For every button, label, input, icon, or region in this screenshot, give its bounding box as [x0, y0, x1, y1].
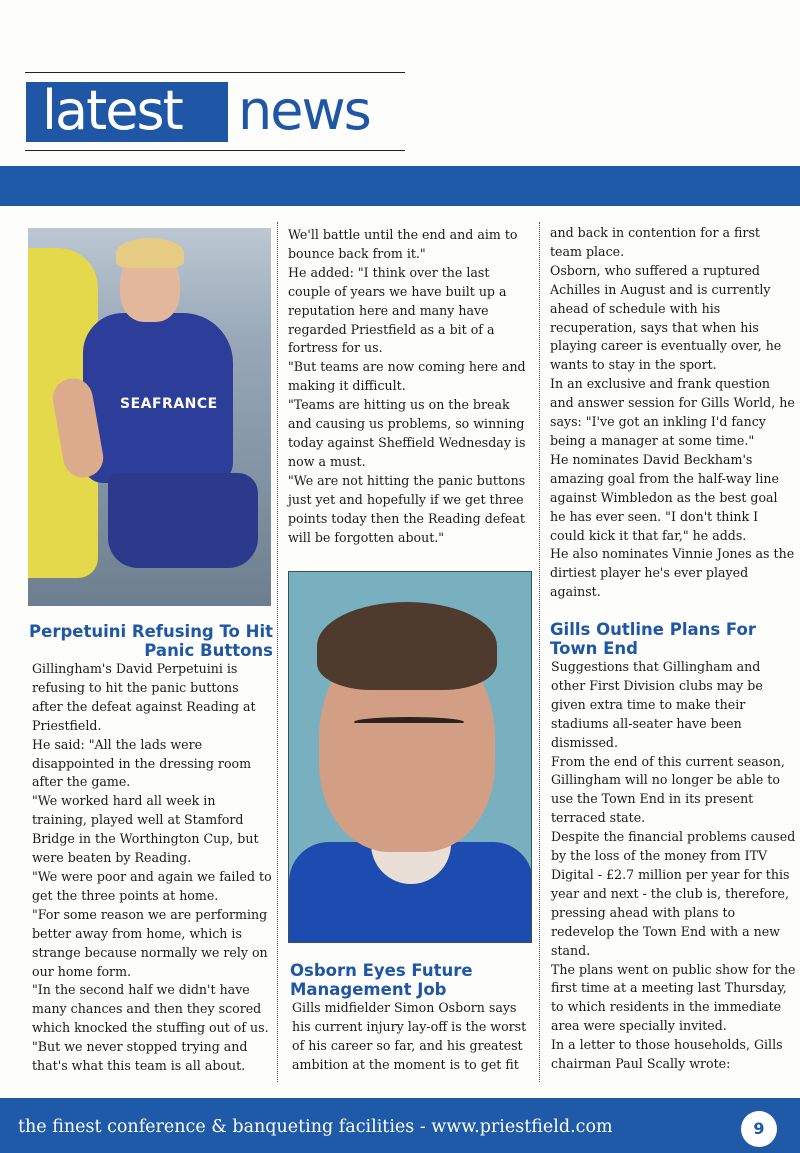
column-divider: [277, 222, 278, 1082]
page-number: 9: [741, 1111, 777, 1147]
header-rule-top: [25, 72, 405, 73]
headline-perpetuini: Perpetuini Refusing To Hit Panic Buttons: [29, 622, 273, 660]
player-shorts: [108, 473, 258, 568]
article-paragraph: "Teams are hitting us on the break and causing us problems, so winning today against Sheffield Wednesday is now a must.: [288, 397, 526, 469]
article-paragraph: Suggestions that Gillingham and other First Division clubs may be given extra time to make their stadiums all-seater have been dismissed.: [551, 659, 763, 750]
article-paragraph: He said: "All the lads were disappointed in the dressing room after the game.: [32, 736, 252, 790]
article-paragraph: From the end of this current season, Gillingham will no longer be able to use the Town End in its present terraced state.: [551, 753, 785, 826]
article-paragraph: In an exclusive and frank question and answer session for Gills World, he says: "I've got an inkling I'd fancy being a manager at some time.": [550, 376, 795, 448]
logo-latest: latest: [26, 82, 228, 142]
osborn-photo: [288, 571, 532, 943]
article-paragraph: "For some reason we are performing better away from home, which is strange because normally we rely on our home form.: [32, 906, 268, 979]
footer-tagline: the finest conference & banqueting facilities - www.priestfield.com: [18, 1117, 613, 1137]
column-divider: [539, 222, 540, 1082]
article-paragraph: In a letter to those households, Gills chairman Paul Scally wrote:: [551, 1037, 783, 1072]
article-paragraph: "But we never stopped trying and that's what this team is all about.: [32, 1039, 248, 1074]
article-paragraph: "We are not hitting the panic buttons just yet and hopefully if we get three points today then the Reading defeat will be forgotten about.": [288, 472, 526, 545]
article-paragraph: Despite the financial problems caused by the loss of the money from ITV Digital - £2.7 million per year for this year and next - the club is, therefore, pressing ahead with plans to redevelop the Town End with a new stand.: [551, 829, 796, 958]
shirt-sponsor: SEAFRANCE: [120, 396, 218, 412]
article-paragraph: "We were poor and again we failed to get the three points at home.: [32, 868, 272, 903]
headline-osborn: Osborn Eyes Future Management Job: [290, 961, 473, 999]
logo-news: news: [238, 79, 370, 142]
player-hair: [317, 602, 497, 690]
article-perpetuini: [32, 660, 272, 1076]
article-paragraph: He added: "I think over the last couple of years we have built up a reputation here and many have regarded Priestfield as a bit of a fortress for us.: [288, 264, 507, 356]
header-blue-band: [0, 166, 800, 206]
article-paragraph: The plans went on public show for the first time at a meeting last Thursday, to which residents in the immediate area were specially invited.: [551, 961, 796, 1034]
article-paragraph: "In the second half we didn't have many chances and then they scored which knocked the stuffing out of us.: [32, 982, 269, 1036]
article-paragraph: and back in contention for a first team place.: [550, 225, 760, 259]
header-rule-bottom: [25, 150, 405, 151]
player-hair: [116, 238, 184, 268]
article-town-end: [551, 658, 796, 1074]
article-paragraph: We'll battle until the end and aim to bounce back from it.": [288, 227, 518, 261]
article-osborn-continued: [550, 224, 795, 602]
article-paragraph: He nominates David Beckham's amazing goal from the half-way line against Wimbledon as the best goal he has ever seen. "I don't think I could kick it that far," he adds.: [550, 451, 779, 543]
article-paragraph: Gillingham's David Perpetuini is refusing to hit the panic buttons after the defeat against Reading at Priestfield.: [32, 661, 256, 733]
article-paragraph: "We worked hard all week in training, played well at Stamford Bridge in the Worthington Cup, but were beaten by Reading.: [32, 793, 259, 866]
article-paragraph: Gills midfielder Simon Osborn says his current injury lay-off is the worst of his career so far, and his greatest ambition at the moment is to get fit: [292, 1000, 527, 1072]
perpetuini-photo: [28, 228, 271, 606]
article-paragraph: "But teams are now coming here and making it difficult.: [288, 359, 526, 394]
article-osborn: [292, 999, 527, 1075]
article-paragraph: He also nominates Vinnie Jones as the dirtiest player he's ever played against.: [550, 546, 795, 600]
article-paragraph: Osborn, who suffered a ruptured Achilles in August and is currently ahead of schedule with his recuperation, says that when his playing career is eventually over, he wants to stay in the sport.: [550, 262, 782, 373]
article-perpetuini-continued: [288, 226, 533, 547]
player-brow: [354, 717, 464, 727]
headline-town-end: Gills Outline Plans For Town End: [550, 620, 757, 658]
